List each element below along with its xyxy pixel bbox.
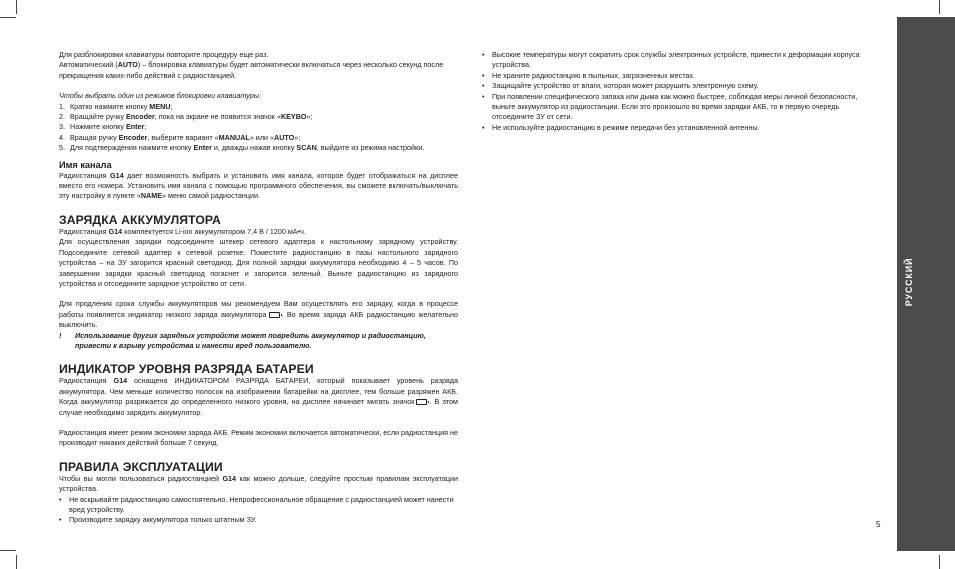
channel-name-heading: Имя канала — [59, 159, 112, 170]
lock-steps-list — [59, 102, 458, 154]
charging-instructions: Для осуществления зарядки подсоедините штекер сетевого адаптера к настольному зарядному устройству. Подсоедините сетевой адаптер к сетевой розетке. Поместите радиостанцию в пазы настольного зарядного устройства – на ЗУ загорится красный светодиод. Для полной зарядки аккумулятора необходимо 4 – 5 часов. По завершении зарядки красный светодиод погаснет и загорится зеленый. Выньте радиостанцию из зарядного устройства и отсоедините зарядное устройство от сети. — [59, 237, 458, 288]
battery-indicator-heading: ИНДИКАТОР УРОВНЯ РАЗРЯДА БАТАРЕИ — [59, 362, 314, 377]
charging-warning: ! Использование других зарядных устройств может повредить аккумулятор и радиостанцию, привести к взрыву устройства и нанести вред пользователю. — [59, 330, 426, 350]
list-item: • Защищайте устройство от влаги, которая может разрушить электронную схему. — [482, 81, 759, 91]
list-item: • Не храните радиостанцию в пыльных, загрязненных местах. — [482, 70, 696, 80]
left-column — [59, 50, 458, 526]
charging-recommendation: Для продления срока службы аккумуляторов мы рекомендуем Вам осуществлять его зарядку, когда в процессе работы появляется индикатор низкого заряда аккумулятора . Во время заряда АКБ радиостанцию желательно выключить. — [59, 299, 459, 330]
crop-mark — [939, 0, 940, 14]
channel-name-text: Радиостанция G14 дает возможность выбрать и установить имя канала, которое будет отображаться на дисплее вместо его номера. Установить имя канала с помощью программного обеспечения, вы сможете включать/выключать эту настройку в пункте «NAME» меню самой радиостанции. — [59, 170, 458, 201]
list-item: • Не используйте радиостанцию в режиме передачи без установленной антенны. — [482, 122, 760, 132]
list-item: • Производите зарядку аккумулятора только штатным ЗУ. — [59, 515, 257, 525]
list-item: 4. Вращая ручку Encoder, выберите вариант «MANUAL» или «AUTO»; — [59, 132, 301, 142]
charging-battery-spec: Радиостанция G14 комплектуется Li-ion аккумулятором 7,4 В / 1200 мА•ч. — [59, 226, 306, 236]
list-item: 5. Для подтверждения нажмите кнопку Enter и, дважды нажав кнопку SCAN, выйдите из режима настройки. — [59, 143, 425, 153]
list-item: 2. Вращайте ручку Encoder, пока на экране не появится значок «KEYBO»; — [59, 112, 313, 122]
battery-indicator-text: Радиостанция G14 оснащена ИНДИКАТОРОМ РАЗРЯДА БАТАРЕИ, который показывает уровень разряда аккумулятора. Чем меньше количество полосок на изображении батарейки на дисплее, тем больше разряжен АКБ. Когда аккумулятор разряжается до определенного низкого уровня, на дисплее начинает мигать значок . В этом случае необходимо зарядить аккумулятор. — [59, 376, 459, 417]
list-item: • Не вскрывайте радиостанцию самостоятельно. Непрофессиональное обращение с радиостанцией может нанести вред устройству. — [59, 494, 454, 514]
battery-low-icon — [269, 312, 280, 318]
battery-blink-icon — [416, 399, 427, 405]
power-save-text: Радиостанция имеет режим экономии заряда АКБ. Режим экономии включается автоматически, если радиостанция не производит никаких действий больше 7 секунд. — [59, 427, 458, 448]
page-number: 5 — [876, 520, 881, 529]
list-item: • Высокие температуры могут сократить срок службы электронных устройств, привести к деформации корпуса устройства. — [482, 50, 860, 70]
list-item: • При появлении специфического запаха или дыма как можно быстрее, соблюдая меры личной безопасности, выньте аккумулятор из радиостанции. Если это произошло во время зарядки АКБ, то в первую очередь отсоедините ЗУ от сети. — [482, 91, 858, 122]
rules-list-left — [59, 495, 458, 526]
crop-mark — [16, 0, 17, 14]
list-item: 1. Кратко нажмите кнопку MENU; — [59, 101, 173, 111]
crop-mark — [0, 17, 16, 18]
auto-lock-note: Автоматический (AUTO) – блокировка клавиатуры будет автоматически включаться через несколько секунд после прекращения каких-либо действий с радиостанцией. — [59, 60, 444, 80]
list-item: 3. Нажмите кнопку Enter; — [59, 122, 147, 132]
crop-mark — [939, 555, 940, 569]
unlock-note: Для разблокировки клавиатуры повторите процедуру еще раз. — [59, 50, 269, 59]
charging-heading: ЗАРЯДКА АККУМУЛЯТОРА — [59, 212, 221, 227]
lock-modes-title: Чтобы выбрать один из режимов блокировки клавиатуры: — [59, 91, 262, 101]
right-column — [482, 50, 872, 133]
crop-mark — [0, 550, 16, 551]
rules-heading: ПРАВИЛА ЭКСПЛУАТАЦИИ — [59, 459, 223, 474]
crop-mark — [16, 555, 17, 569]
rules-intro: Чтобы вы могли пользоваться радиостанцией G14 как можно дольше, следуйте простым правилам эксплуатации устройства. — [59, 473, 458, 494]
